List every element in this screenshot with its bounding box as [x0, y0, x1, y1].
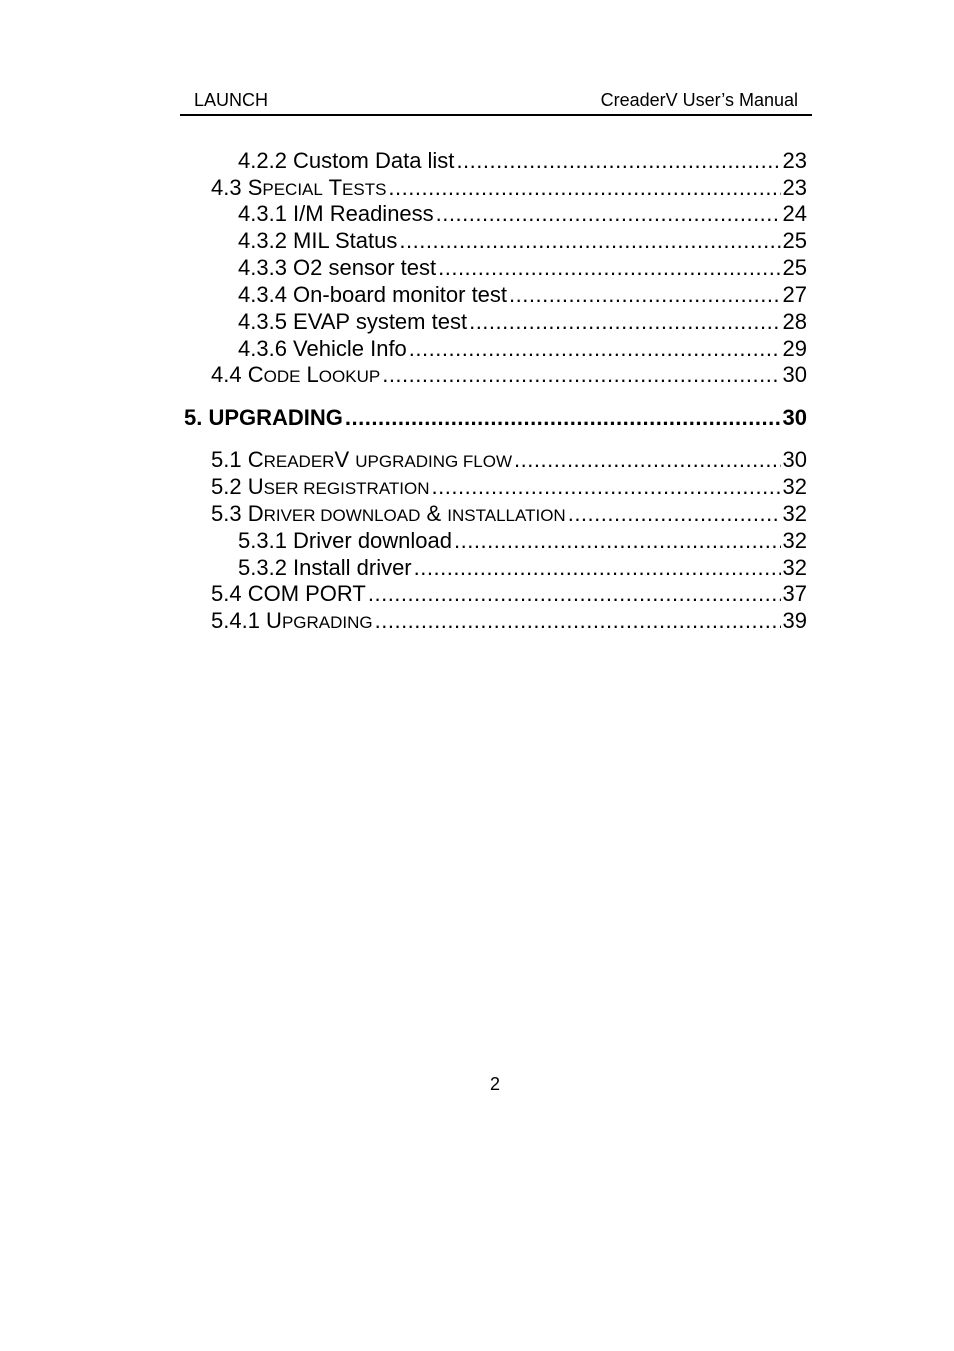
- toc-entry-4-3-3[interactable]: [238, 255, 807, 281]
- toc-entry-label: 4.3.4 On-board monitor test: [238, 282, 508, 307]
- toc-leader-dots: [514, 447, 780, 473]
- toc-entry-label: 5. UPGRADING: [184, 405, 343, 430]
- toc-entry-5-4[interactable]: [211, 581, 807, 607]
- toc-entry-page: 24: [782, 201, 807, 226]
- toc-entry-page: 23: [782, 175, 807, 200]
- toc-entry-page: 37: [782, 581, 807, 606]
- toc-leader-dots: [375, 608, 781, 634]
- toc-leader-dots: [345, 405, 781, 431]
- toc-entry-4-3[interactable]: [211, 175, 807, 201]
- toc-leader-dots: [454, 528, 781, 554]
- toc-entry-label: 5.2 USER REGISTRATION: [211, 474, 430, 499]
- toc-entry-label: 4.2.2 Custom Data list: [238, 148, 455, 173]
- page-number: 2: [489, 1074, 500, 1094]
- toc-entry-page: 32: [782, 474, 807, 499]
- toc-entry-label: 5.4.1 UPGRADING: [211, 608, 373, 633]
- toc-entry-page: 23: [782, 148, 807, 173]
- toc-entry-label: 4.3.6 Vehicle Info: [238, 336, 407, 361]
- toc-entry-5-1[interactable]: [211, 447, 807, 473]
- toc-entry-label: 5.3 DRIVER DOWNLOAD & INSTALLATION: [211, 501, 566, 526]
- toc-entry-label: 4.3.5 EVAP system test: [238, 309, 468, 334]
- toc-entry-5-3-2[interactable]: [238, 555, 807, 581]
- toc-entry-page: 32: [782, 501, 807, 526]
- toc-entry-page: 25: [782, 255, 807, 280]
- toc-entry-label: 4.4 CODE LOOKUP: [211, 362, 381, 387]
- toc-entry-5-3[interactable]: [211, 501, 807, 527]
- toc-leader-dots: [399, 228, 780, 254]
- toc-leader-dots: [388, 175, 780, 201]
- toc-entry-4-3-2[interactable]: [238, 228, 807, 254]
- toc-leader-dots: [509, 282, 780, 308]
- toc-entry-label: 5.4 COM PORT: [211, 581, 366, 606]
- toc-entry-page: 32: [782, 528, 807, 553]
- toc-entry-4-2-2[interactable]: [238, 148, 807, 174]
- toc-entry-label: 4.3.2 MIL Status: [238, 228, 398, 253]
- toc-leader-dots: [568, 501, 781, 527]
- toc-entry-page: 30: [782, 362, 807, 387]
- toc-entry-4-3-4[interactable]: [238, 282, 807, 308]
- toc-leader-dots: [432, 474, 781, 500]
- toc-entry-page: 39: [782, 608, 807, 633]
- toc-entry-page: 32: [782, 555, 807, 580]
- toc-entry-4-3-5[interactable]: [238, 309, 807, 335]
- toc-entry-label: 5.3.1 Driver download: [238, 528, 453, 553]
- toc-entry-5-3-1[interactable]: [238, 528, 807, 554]
- toc-entry-label: 5.3.2 Install driver: [238, 555, 412, 580]
- toc-entry-4-3-1[interactable]: [238, 201, 807, 227]
- toc-entry-label: 5.1 CREADERV UPGRADING FLOW: [211, 447, 513, 472]
- header-manual-title: CreaderV User’s Manual: [600, 90, 798, 110]
- toc-entry-5-2[interactable]: [211, 474, 807, 500]
- toc-leader-dots: [368, 581, 781, 607]
- toc-leader-dots: [436, 201, 781, 227]
- toc-entry-page: 28: [782, 309, 807, 334]
- toc-leader-dots: [456, 148, 780, 174]
- toc-leader-dots: [469, 309, 780, 335]
- toc-entry-page: 27: [782, 282, 807, 307]
- toc-entry-5-4-1[interactable]: [211, 608, 807, 634]
- toc-leader-dots: [382, 362, 780, 388]
- toc-entry-4-4[interactable]: [211, 362, 807, 388]
- toc-leader-dots: [414, 555, 781, 581]
- toc-leader-dots: [438, 255, 780, 281]
- toc-entry-page: 29: [782, 336, 807, 361]
- toc-entry-5[interactable]: [184, 405, 807, 431]
- toc-entry-label: 4.3.1 I/M Readiness: [238, 201, 434, 226]
- toc-entry-4-3-6[interactable]: [238, 336, 807, 362]
- toc-entry-label: 4.3.3 O2 sensor test: [238, 255, 437, 280]
- toc-leader-dots: [409, 336, 781, 362]
- toc-entry-page: 25: [782, 228, 807, 253]
- header-brand: LAUNCH: [194, 90, 269, 110]
- toc-entry-label: 4.3 SPECIAL TESTS: [211, 175, 387, 200]
- toc-entry-page: 30: [782, 405, 807, 430]
- toc-entry-page: 30: [782, 447, 807, 472]
